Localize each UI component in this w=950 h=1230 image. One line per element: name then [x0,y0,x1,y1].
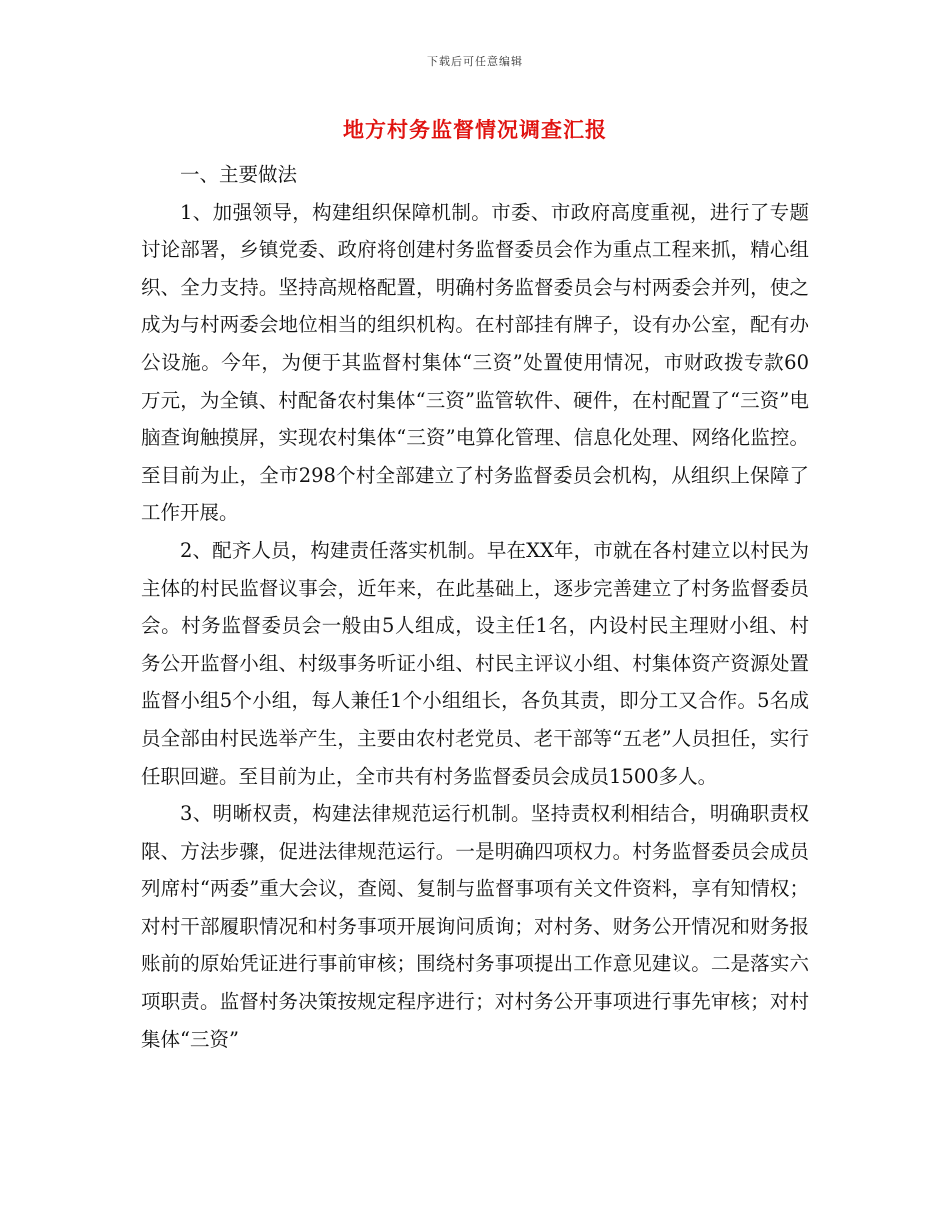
section-heading: 一、主要做法 [180,163,298,186]
paragraph-2: 2、配齐人员，构建责任落实机制。早在XX年，市就在各村建立以村民为主体的村民监督议事会，近年来，在此基础上，逐步完善建立了村务监督委员会。村务监督委员会一般由5人组成，设主任1名，内设村民主理财小组、村务公开监督小组、村级事务听证小组、村民主评议小组、村集体资产资源处置监督小组5个小组，每人兼任1个小组组长，各负其责，即分工又合作。5名成员全部由村民选举产生，主要由农村老党员、老干部等“五老”人员担任，实行任职回避。至目前为止，全市共有村务监督委员会成员1500多人。 [141,538,809,788]
document-body [141,156,809,1058]
paragraph-3: 3、明晰权责，构建法律规范运行机制。坚持责权利相结合，明确职责权限、方法步骤，促进法律规范运行。一是明确四项权力。村务监督委员会成员列席村“两委”重大会议，查阅、复制与监督事项有关文件资料，享有知情权；对村干部履职情况和村务事项开展询问质询；对村务、财务公开情况和财务报账前的原始凭证进行事前审核；围绕村务事项提出工作意见建议。二是落实六项职责。监督村务决策按规定程序进行；对村务公开事项进行事先审核；对村集体“三资” [141,802,809,1051]
document-title: 地方村务监督情况调查汇报 [343,117,607,142]
header-note: 下载后可任意编辑 [427,55,523,68]
paragraph-1: 1、加强领导，构建组织保障机制。市委、市政府高度重视，进行了专题讨论部署，乡镇党委、政府将创建村务监督委员会作为重点工程来抓，精心组织、全力支持。坚持高规格配置，明确村务监督委员会与村两委会并列，使之成为与村两委会地位相当的组织机构。在村部挂有牌子，设有办公室，配有办公设施。今年，为便于其监督村集体“三资”处置使用情况，市财政拨专款60万元，为全镇、村配备农村集体“三资”监管软件、硬件，在村配置了“三资”电脑查询触摸屏，实现农村集体“三资”电算化管理、信息化处理、网络化监控。至目前为止，全市298个村全部建立了村务监督委员会机构，从组织上保障了工作开展。 [141,200,809,525]
